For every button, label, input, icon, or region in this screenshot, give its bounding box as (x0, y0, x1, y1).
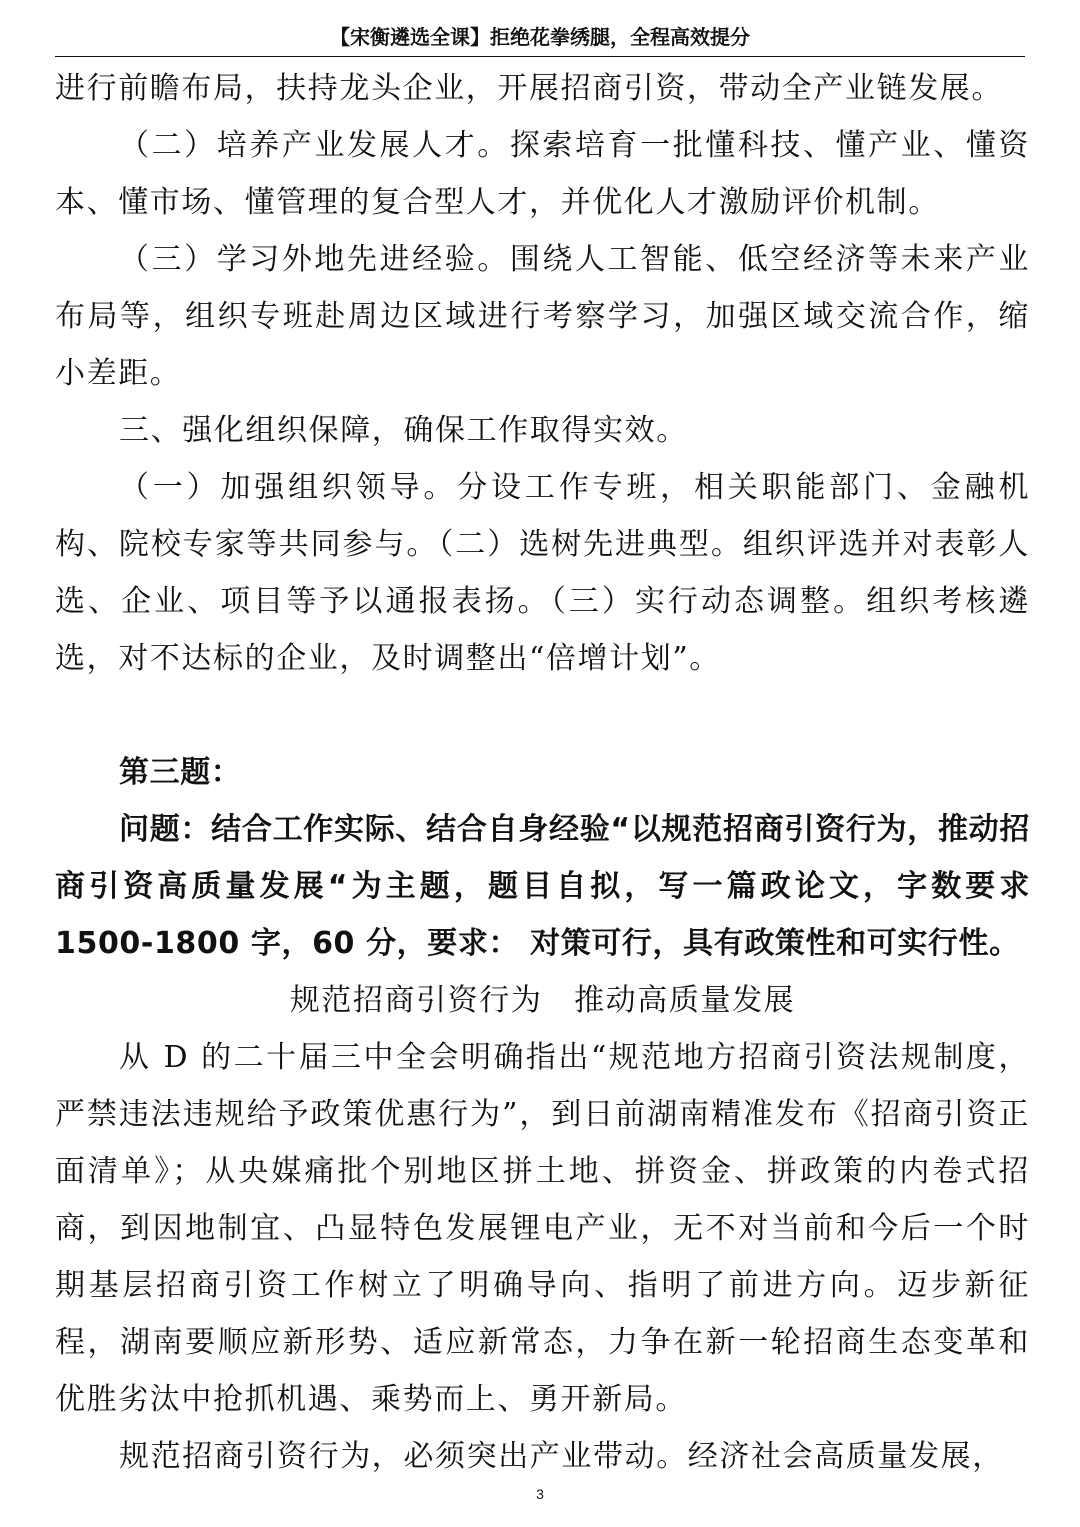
page-number: 3 (536, 1486, 544, 1502)
question-heading: 第三题： (119, 755, 242, 790)
body-paragraph: （一）加强组织领导。分设工作专班，相关职能部门、金融机构、院校专家等共同参与。（二）选树先进典型。组织评选并对表彰人选、企业、项目等予以通报表扬。（三）实行动态调整。组织考核遴选，对不达标的企业，及时调整出“倍增计划”。 (55, 470, 1030, 676)
body-paragraph: 进行前瞻布局，扶持龙头企业，开展招商引资，带动全产业链发展。 (55, 71, 1003, 106)
body-paragraph: （三）学习外地先进经验。围绕人工智能、低空经济等未来产业布局等，组织专班赴周边区域进行考察学习，加强区域交流合作，缩小差距。 (55, 242, 1030, 391)
question-prompt: 问题：结合工作实际、结合自身经验“以规范招商引资行为，推动招商引资高质量发展“为主题，题目自拟，写一篇政论文，字数要求 1500-1800 字，60 分，要求： 对策可行，具有政策性和可实行性。 (55, 812, 1030, 961)
body-paragraph: （二）培养产业发展人才。探索培育一批懂科技、懂产业、懂资本、懂市场、懂管理的复合型人才，并优化人才激励评价机制。 (55, 128, 1030, 220)
essay-title: 规范招商引资行为 推动高质量发展 (289, 983, 796, 1018)
essay-paragraph: 规范招商引资行为，必须突出产业带动。经济社会高质量发展， (119, 1439, 1004, 1474)
page-header: 【宋衡遴选全课】拒绝花拳绣腿，全程高效提分 (55, 22, 1025, 57)
document-body (55, 60, 1030, 1485)
section-gap (55, 687, 1030, 744)
essay-paragraph: 从 D 的二十届三中全会明确指出“规范地方招商引资法规制度，严禁违法违规给予政策优惠行为”，到日前湖南精准发布《招商引资正面清单》；从央媒痛批个别地区拼土地、拼资金、拼政策的内卷式招商，到因地制宜、凸显特色发展锂电产业，无不对当前和今后一个时期基层招商引资工作树立了明确导向、指明了前进方向。迈步新征程，湖南要顺应新形势、适应新常态，力争在新一轮招商生态变革和优胜劣汰中抢抓机遇、乘势而上、勇开新局。 (55, 1040, 1030, 1417)
section-heading: 三、强化组织保障，确保工作取得实效。 (119, 413, 688, 448)
